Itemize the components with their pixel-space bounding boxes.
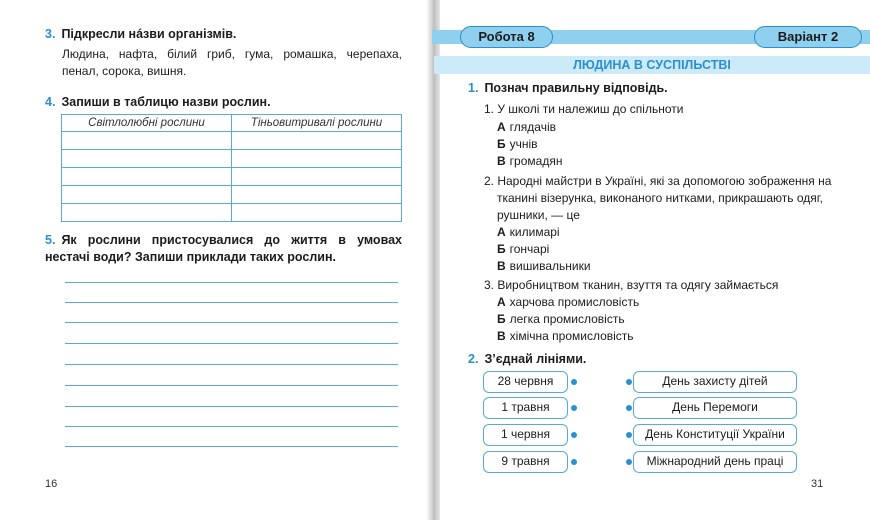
event-connector-dot[interactable]	[626, 432, 632, 438]
answer-line[interactable]	[65, 406, 398, 407]
page-number-left: 16	[45, 478, 58, 490]
task-5-title: Як рослини пристосувалися до життя в умовах нестачі води? Запиши приклади таких рослин.	[45, 233, 402, 264]
task-3-organisms-text: Людина, нафта, білий гриб, гума, ромашка, черепаха, пенал, сорока, вишня.	[62, 47, 402, 78]
table-row	[62, 150, 402, 168]
task-1-heading	[468, 80, 668, 97]
variant-badge: Варіант 2	[754, 26, 862, 48]
answer-line[interactable]	[65, 385, 398, 386]
table-row	[62, 204, 402, 222]
task-4-heading	[45, 94, 271, 111]
date-connector-dot[interactable]	[571, 432, 577, 438]
event-connector-dot[interactable]	[626, 405, 632, 411]
option-text: килимарі	[509, 225, 560, 239]
event-connector-dot[interactable]	[626, 379, 632, 385]
page-number-right: 31	[811, 478, 824, 490]
task-3-heading	[45, 26, 236, 43]
event-box[interactable]: День Перемоги	[633, 397, 797, 419]
event-box[interactable]: День захисту дітей	[633, 371, 797, 393]
table-row	[62, 168, 402, 186]
question-1-text: 1. У школі ти належиш до спільноти	[484, 102, 684, 116]
event-connector-dot[interactable]	[626, 459, 632, 465]
table-cell[interactable]	[62, 168, 232, 186]
option-letter: В	[497, 154, 506, 168]
option-text: гончарі	[509, 242, 550, 256]
task-2-title: З’єднай лініями.	[484, 352, 587, 366]
answer-option[interactable]	[497, 119, 556, 136]
date-connector-dot[interactable]	[571, 459, 577, 465]
work-number-badge: Робота 8	[460, 26, 553, 48]
option-letter: Б	[497, 242, 506, 256]
option-text: легка промисловість	[509, 312, 625, 326]
question-2-text: 2. Народні майстри в Україні, які за допомогою зображення на	[484, 174, 832, 188]
table-row	[62, 186, 402, 204]
event-box[interactable]: Міжнародний день праці	[633, 451, 797, 473]
table-cell[interactable]	[232, 186, 402, 204]
event-box[interactable]: День Конституції України	[633, 424, 797, 446]
option-text: глядачів	[509, 120, 556, 134]
question-3-text: 3. Виробництвом тканин, взуття та одягу займається	[484, 278, 779, 292]
option-letter: А	[497, 295, 506, 309]
task-5-heading	[45, 232, 402, 266]
task-4-number: 4.	[45, 95, 56, 109]
table-cell[interactable]	[232, 150, 402, 168]
date-box[interactable]: 28 червня	[483, 371, 568, 393]
task-2-number: 2.	[468, 352, 479, 366]
answer-line[interactable]	[65, 282, 398, 283]
table-cell[interactable]	[232, 204, 402, 222]
task-3-title: Підкресли нáзви організмів.	[61, 27, 237, 41]
option-text: вишивальники	[509, 259, 591, 273]
option-text: громадян	[509, 154, 563, 168]
section-subtitle: ЛЮДИНА В СУСПІЛЬСТВІ	[434, 56, 870, 74]
answer-option[interactable]	[497, 153, 562, 170]
table-cell[interactable]	[232, 168, 402, 186]
table-row	[62, 132, 402, 150]
date-connector-dot[interactable]	[571, 405, 577, 411]
option-text: учнів	[509, 137, 538, 151]
task-1-title: Познач правильну відповідь.	[484, 81, 668, 95]
left-page	[0, 0, 430, 520]
answer-line[interactable]	[65, 302, 398, 303]
date-box[interactable]: 1 травня	[483, 397, 568, 419]
answer-option[interactable]	[497, 224, 560, 241]
option-letter: Б	[497, 137, 506, 151]
option-text: хімічна промисловість	[509, 329, 634, 343]
date-box[interactable]: 1 червня	[483, 424, 568, 446]
answer-line[interactable]	[65, 322, 398, 323]
table-cell[interactable]	[62, 204, 232, 222]
task-3-number: 3.	[45, 27, 56, 41]
date-connector-dot[interactable]	[571, 379, 577, 385]
column-header-light-loving: Світлолюбні рослини	[62, 115, 232, 132]
option-letter: А	[497, 225, 506, 239]
option-letter: Б	[497, 312, 506, 326]
answer-option[interactable]	[497, 311, 625, 328]
table-cell[interactable]	[62, 186, 232, 204]
column-header-shade-tolerant: Тіньовитривалі рослини	[232, 115, 402, 132]
answer-line[interactable]	[65, 364, 398, 365]
answer-line[interactable]	[65, 426, 398, 427]
table-cell[interactable]	[62, 150, 232, 168]
date-box[interactable]: 9 травня	[483, 451, 568, 473]
plants-table	[61, 114, 402, 222]
plants-table-header	[62, 115, 402, 132]
answer-line[interactable]	[65, 446, 398, 447]
task-2-heading	[468, 351, 586, 368]
answer-option[interactable]	[497, 241, 549, 258]
option-letter: В	[497, 329, 506, 343]
task-4-title: Запиши в таблицю назви рослин.	[61, 95, 271, 109]
question-2-text: тканині візерунка, виконаного нитками, прикрашають одяг,	[497, 191, 823, 205]
answer-option[interactable]	[497, 136, 538, 153]
table-cell[interactable]	[232, 132, 402, 150]
answer-option[interactable]	[497, 294, 639, 311]
table-cell[interactable]	[62, 132, 232, 150]
option-letter: А	[497, 120, 506, 134]
option-text: харчова промисловість	[509, 295, 640, 309]
book-gutter	[426, 0, 440, 520]
question-2-text: рушники, — це	[497, 208, 580, 222]
answer-line[interactable]	[65, 343, 398, 344]
answer-option[interactable]	[497, 328, 634, 345]
option-letter: В	[497, 259, 506, 273]
task-1-number: 1.	[468, 81, 479, 95]
task-5-number: 5.	[45, 233, 56, 247]
answer-option[interactable]	[497, 258, 591, 275]
